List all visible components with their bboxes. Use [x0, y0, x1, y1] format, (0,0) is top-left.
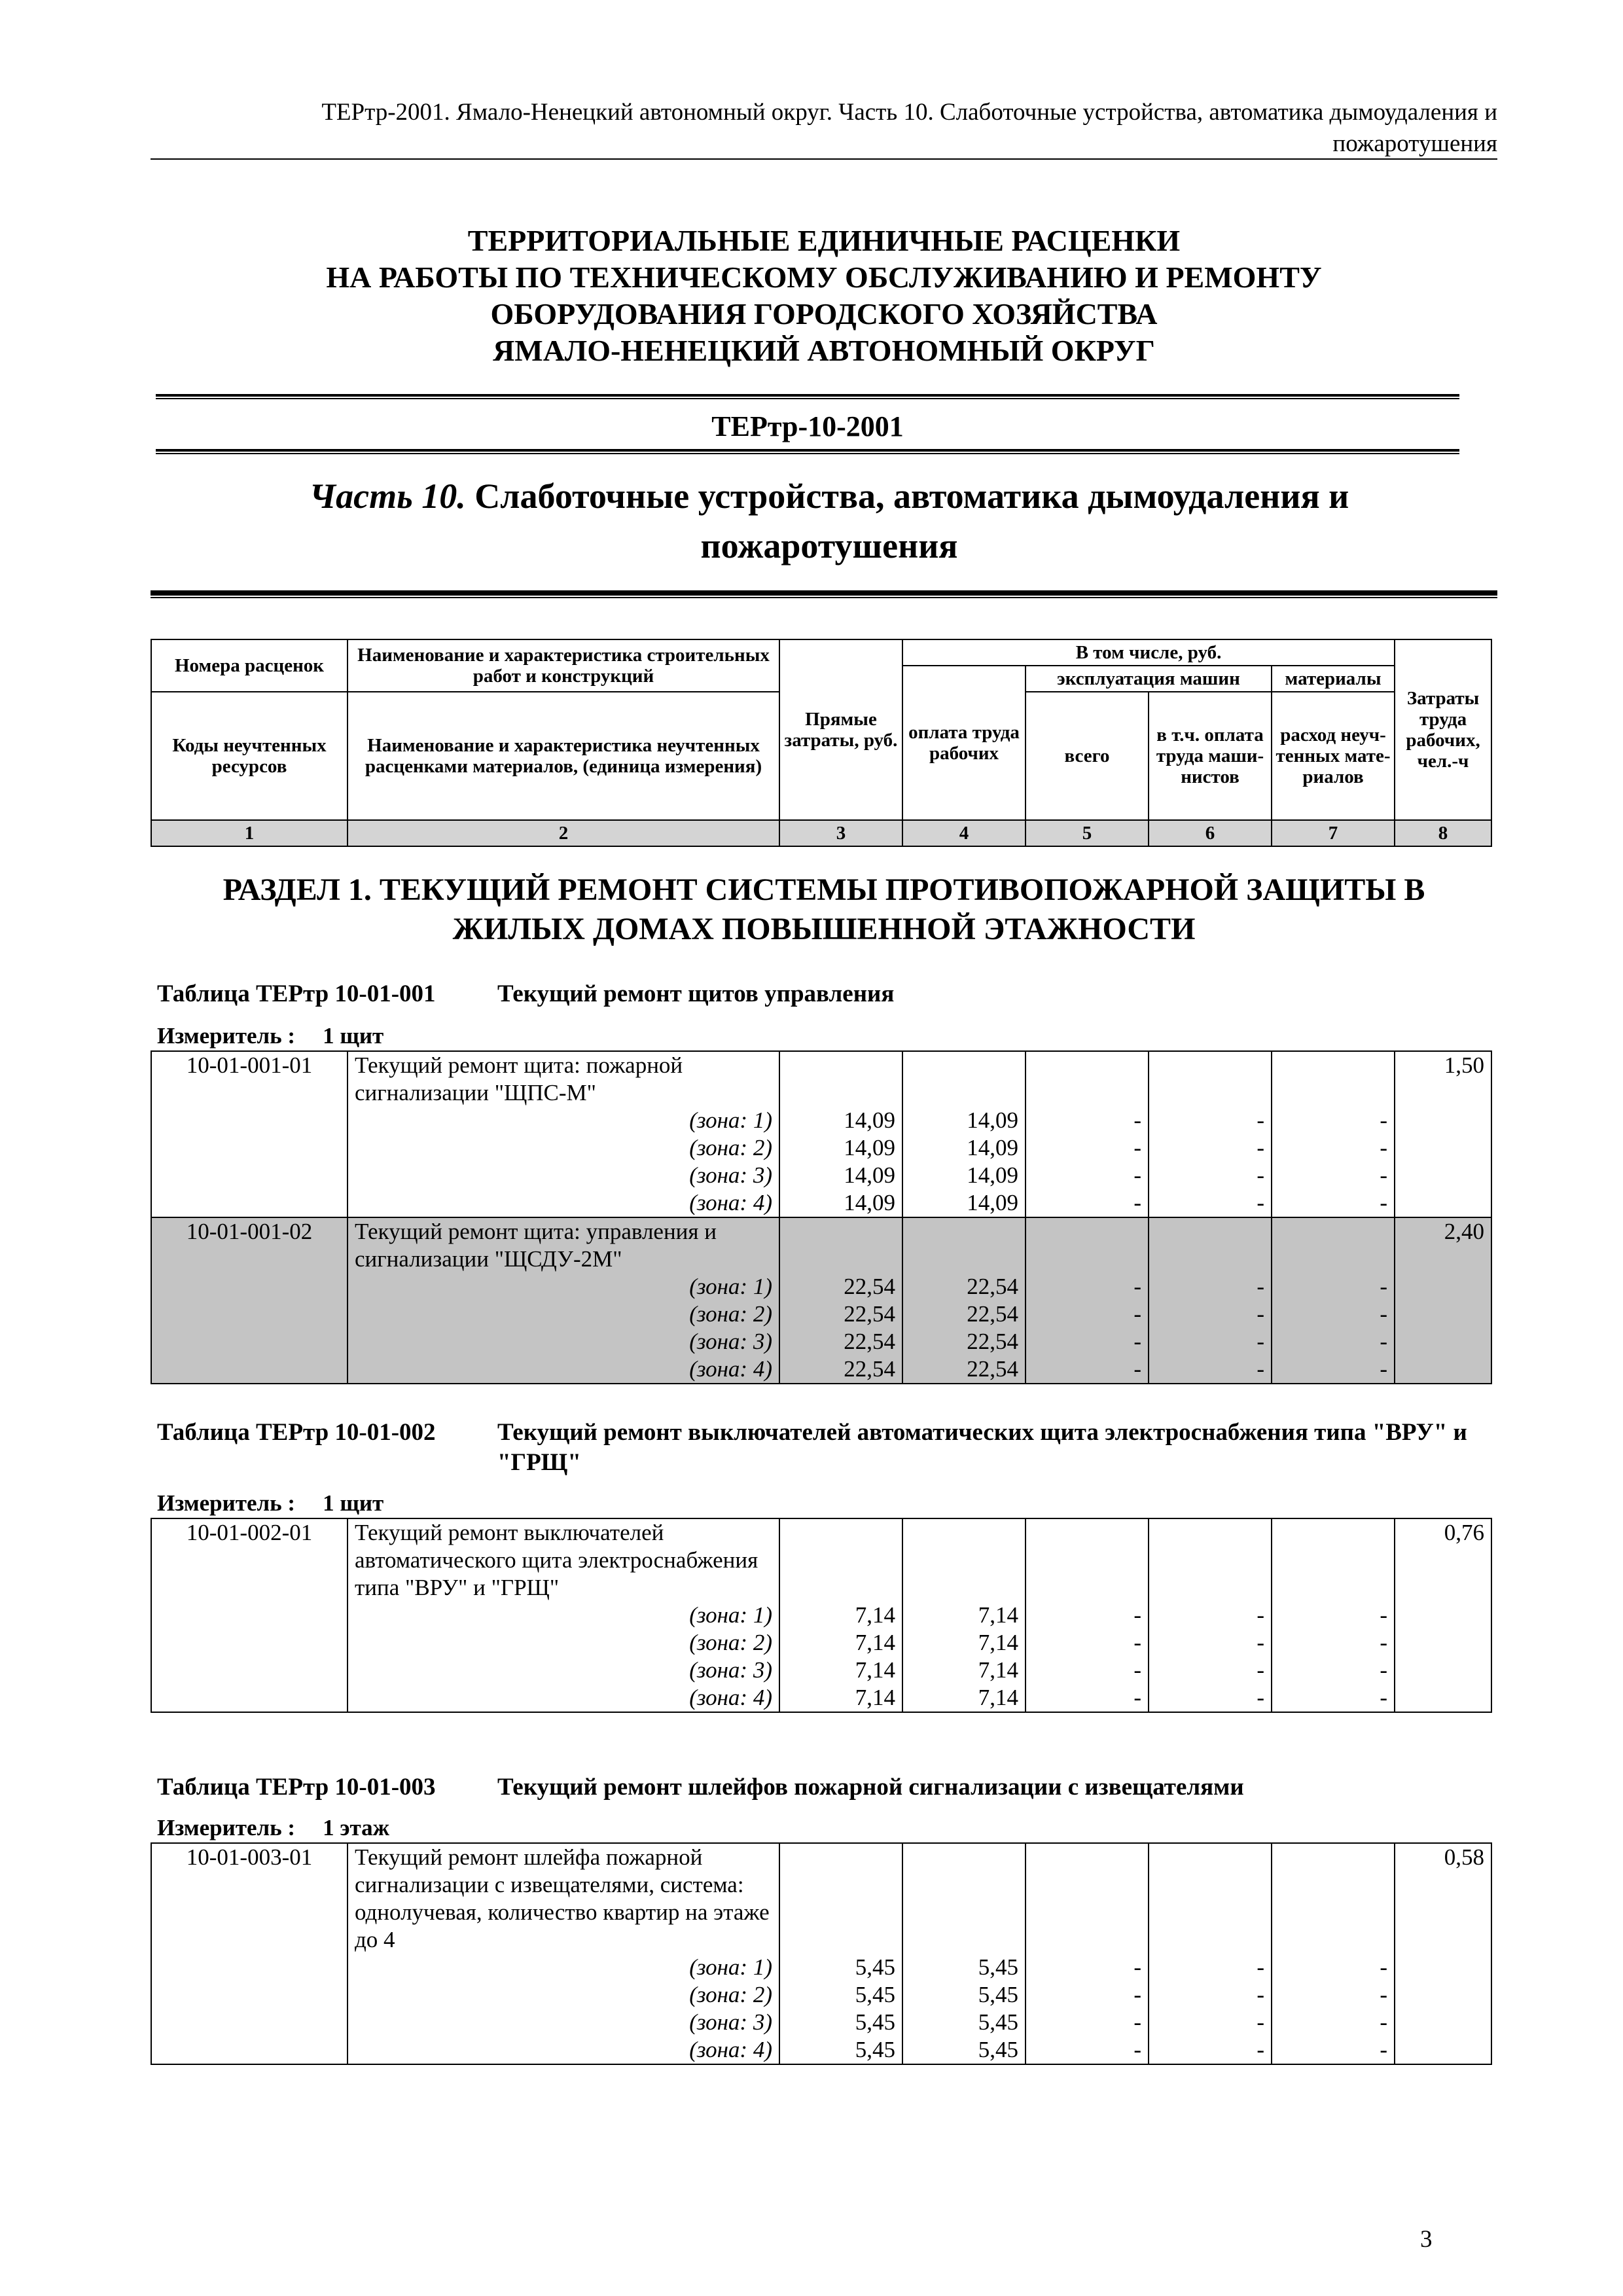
zone-row	[151, 1189, 1491, 1217]
measure-label: Измеритель :	[157, 1490, 296, 1516]
machinist-pay: -	[1149, 2036, 1272, 2064]
materials: -	[1272, 1273, 1395, 1300]
machinist-pay: -	[1149, 1162, 1272, 1189]
header-resource-codes: Коды неучтенных ресурсов	[151, 692, 348, 820]
header-col-number: 2	[348, 820, 779, 846]
title-divider-bottom	[156, 449, 1459, 454]
zone-row	[151, 1162, 1491, 1189]
zone-label: (зона: 1)	[348, 1107, 779, 1134]
header-col-number: 3	[779, 820, 902, 846]
header-col-number: 1	[151, 820, 348, 846]
zone-label: (зона: 3)	[348, 2009, 779, 2036]
header-col-number: 6	[1149, 820, 1272, 846]
zone-label: (зона: 2)	[348, 1629, 779, 1657]
zone-label: (зона: 4)	[348, 1684, 779, 1712]
empty-cell	[151, 1684, 348, 1712]
empty-cell	[902, 1051, 1026, 1107]
zone-label: (зона: 3)	[348, 1162, 779, 1189]
table-title: Текущий ремонт шлейфов пожарной сигнализации с извещателями	[497, 1774, 1244, 1801]
header-machine-operation: эксплуатация машин	[1026, 666, 1272, 692]
measure-unit	[157, 1814, 389, 1842]
table-title: Текущий ремонт щитов управления	[497, 980, 895, 1007]
machinist-pay: -	[1149, 1657, 1272, 1684]
direct-cost: 5,45	[779, 1954, 902, 1981]
empty-cell	[1395, 1162, 1491, 1189]
empty-cell	[151, 1355, 348, 1384]
materials: -	[1272, 2009, 1395, 2036]
header-col-number: 7	[1272, 820, 1395, 846]
header-work-name: Наименование и характеристика строительных работ и конструкций	[348, 639, 779, 692]
empty-cell	[902, 1518, 1026, 1602]
zone-label: (зона: 3)	[348, 1328, 779, 1355]
table-caption	[157, 1772, 1499, 1803]
header-labor-costs: Затраты труда рабочих, чел.-ч	[1395, 639, 1491, 820]
table-caption	[157, 1418, 1499, 1478]
zone-row	[151, 1981, 1491, 2009]
machines-total: -	[1026, 1189, 1149, 1217]
rate-row	[151, 1843, 1491, 1954]
empty-cell	[1026, 1518, 1149, 1602]
empty-cell	[1272, 1843, 1395, 1954]
header-worker-pay: оплата труда рабочих	[902, 666, 1026, 820]
direct-cost: 5,45	[779, 2009, 902, 2036]
rates-table	[151, 1050, 1492, 1384]
zone-row	[151, 1602, 1491, 1629]
empty-cell	[1395, 1300, 1491, 1328]
section-title-line-2: ЖИЛЫХ ДОМАХ ПОВЫШЕННОЙ ЭТАЖНОСТИ	[452, 912, 1196, 946]
machines-total: -	[1026, 1355, 1149, 1384]
measure-unit	[157, 1490, 383, 1517]
section-title	[151, 870, 1497, 949]
empty-cell	[1395, 1602, 1491, 1629]
empty-cell	[151, 1273, 348, 1300]
header-material-name: Наименование и характеристика неучтенных расценками материалов, (единица измерения)	[348, 692, 779, 820]
materials: -	[1272, 1162, 1395, 1189]
zone-row	[151, 1107, 1491, 1134]
zone-row	[151, 1328, 1491, 1355]
zone-label: (зона: 2)	[348, 1981, 779, 2009]
rate-code: 10-01-002-01	[151, 1518, 348, 1602]
machines-total: -	[1026, 1300, 1149, 1328]
empty-cell	[902, 1217, 1026, 1273]
part-name-2: пожаротушения	[700, 526, 958, 565]
worker-pay: 7,14	[902, 1602, 1026, 1629]
zone-label: (зона: 1)	[348, 1954, 779, 1981]
empty-cell	[151, 2009, 348, 2036]
part-label: Часть 10.	[309, 476, 466, 516]
direct-cost: 14,09	[779, 1107, 902, 1134]
part-divider	[151, 590, 1497, 598]
machines-total: -	[1026, 1684, 1149, 1712]
title-divider-top	[156, 394, 1459, 399]
materials: -	[1272, 1981, 1395, 2009]
machinist-pay: -	[1149, 1684, 1272, 1712]
rates-table	[151, 1842, 1492, 2065]
header-machines-total: всего	[1026, 692, 1149, 820]
empty-cell	[151, 1162, 348, 1189]
measure-label: Измеритель :	[157, 1815, 296, 1840]
zone-row	[151, 1300, 1491, 1328]
machines-total: -	[1026, 1602, 1149, 1629]
machinist-pay: -	[1149, 1107, 1272, 1134]
direct-cost: 7,14	[779, 1684, 902, 1712]
empty-cell	[1395, 1107, 1491, 1134]
empty-cell	[779, 1217, 902, 1273]
empty-cell	[1149, 1843, 1272, 1954]
table-caption	[157, 979, 1499, 1009]
empty-cell	[1395, 1355, 1491, 1384]
title-line-2: НА РАБОТЫ ПО ТЕХНИЧЕСКОМУ ОБСЛУЖИВАНИЮ И РЕМОНТУ	[326, 260, 1322, 294]
worker-pay: 22,54	[902, 1300, 1026, 1328]
column-header-table	[151, 639, 1492, 847]
header-col-number: 5	[1026, 820, 1149, 846]
measure-value: 1 этаж	[323, 1815, 389, 1840]
part-name-1: Слаботочные устройства, автоматика дымоудаления и	[474, 476, 1349, 516]
worker-pay: 22,54	[902, 1328, 1026, 1355]
machinist-pay: -	[1149, 2009, 1272, 2036]
empty-cell	[1395, 1629, 1491, 1657]
machinist-pay: -	[1149, 1629, 1272, 1657]
empty-cell	[151, 1189, 348, 1217]
worker-pay: 7,14	[902, 1684, 1026, 1712]
empty-cell	[779, 1518, 902, 1602]
worker-pay: 22,54	[902, 1273, 1026, 1300]
direct-cost: 22,54	[779, 1273, 902, 1300]
section-title-line-1: РАЗДЕЛ 1. ТЕКУЩИЙ РЕМОНТ СИСТЕМЫ ПРОТИВОПОЖАРНОЙ ЗАЩИТЫ В	[223, 872, 1425, 907]
zone-row	[151, 1657, 1491, 1684]
zone-row	[151, 1684, 1491, 1712]
worker-pay: 7,14	[902, 1629, 1026, 1657]
direct-cost: 5,45	[779, 2036, 902, 2064]
direct-cost: 14,09	[779, 1189, 902, 1217]
measure-value: 1 щит	[323, 1490, 384, 1516]
direct-cost: 7,14	[779, 1629, 902, 1657]
zone-label: (зона: 1)	[348, 1602, 779, 1629]
direct-cost: 7,14	[779, 1657, 902, 1684]
empty-cell	[1395, 1684, 1491, 1712]
machinist-pay: -	[1149, 1300, 1272, 1328]
empty-cell	[902, 1843, 1026, 1954]
machines-total: -	[1026, 1273, 1149, 1300]
machines-total: -	[1026, 1629, 1149, 1657]
zone-row	[151, 1954, 1491, 1981]
empty-cell	[1395, 1981, 1491, 2009]
rate-code: 10-01-003-01	[151, 1843, 348, 1954]
materials: -	[1272, 1134, 1395, 1162]
zone-row	[151, 2036, 1491, 2064]
title-line-4: ЯМАЛО-НЕНЕЦКИЙ АВТОНОМНЫЙ ОКРУГ	[493, 334, 1155, 367]
worker-pay: 14,09	[902, 1189, 1026, 1217]
worker-pay: 22,54	[902, 1355, 1026, 1384]
running-header-line-2: пожаротушения	[1332, 130, 1497, 157]
header-direct-costs: Прямые затраты, руб.	[779, 639, 902, 820]
rate-name: Текущий ремонт щита: пожарной сигнализации "ЩПС-М"	[348, 1051, 779, 1107]
labor-cost: 1,50	[1395, 1051, 1491, 1107]
empty-cell	[1026, 1217, 1149, 1273]
empty-cell	[1026, 1051, 1149, 1107]
empty-cell	[1395, 1954, 1491, 1981]
empty-cell	[151, 1300, 348, 1328]
machines-total: -	[1026, 1954, 1149, 1981]
zone-label: (зона: 4)	[348, 1355, 779, 1384]
empty-cell	[1272, 1217, 1395, 1273]
rate-name: Текущий ремонт щита: управления и сигнализации "ЩСДУ-2М"	[348, 1217, 779, 1273]
machines-total: -	[1026, 1657, 1149, 1684]
materials: -	[1272, 2036, 1395, 2064]
empty-cell	[151, 1134, 348, 1162]
direct-cost: 22,54	[779, 1355, 902, 1384]
rate-row	[151, 1051, 1491, 1107]
rate-code: 10-01-001-01	[151, 1051, 348, 1107]
machines-total: -	[1026, 1107, 1149, 1134]
worker-pay: 5,45	[902, 1981, 1026, 2009]
empty-cell	[151, 2036, 348, 2064]
direct-cost: 22,54	[779, 1328, 902, 1355]
materials: -	[1272, 1328, 1395, 1355]
materials: -	[1272, 1300, 1395, 1328]
materials: -	[1272, 1657, 1395, 1684]
empty-cell	[151, 1981, 348, 2009]
empty-cell	[151, 1657, 348, 1684]
title-line-3: ОБОРУДОВАНИЯ ГОРОДСКОГО ХОЗЯЙСТВА	[490, 297, 1158, 331]
machinist-pay: -	[1149, 1981, 1272, 2009]
zone-row	[151, 1134, 1491, 1162]
part-title	[156, 471, 1503, 571]
materials: -	[1272, 1107, 1395, 1134]
header-machinist-pay: в т.ч. оплата труда маши-нистов	[1149, 692, 1272, 820]
header-divider	[151, 158, 1497, 160]
zone-label: (зона: 4)	[348, 1189, 779, 1217]
materials: -	[1272, 1954, 1395, 1981]
empty-cell	[151, 1629, 348, 1657]
machines-total: -	[1026, 2009, 1149, 2036]
header-rate-numbers: Номера расценок	[151, 639, 348, 692]
machines-total: -	[1026, 2036, 1149, 2064]
rate-name: Текущий ремонт выключателей автоматического щита электроснабжения типа "ВРУ" и "ГРЩ"	[348, 1518, 779, 1602]
measure-unit	[157, 1022, 383, 1050]
machinist-pay: -	[1149, 1273, 1272, 1300]
materials: -	[1272, 1189, 1395, 1217]
rate-name: Текущий ремонт шлейфа пожарной сигнализации с извещателями, система: однолучевая, количество квартир на этаже до 4	[348, 1843, 779, 1954]
header-material-consumption: расход неуч-тенных мате-риалов	[1272, 692, 1395, 820]
machines-total: -	[1026, 1328, 1149, 1355]
materials: -	[1272, 1355, 1395, 1384]
running-header-line-1: ТЕРтр-2001. Ямало-Ненецкий автономный округ. Часть 10. Слаботочные устройства, автоматика дымоудаления и	[321, 99, 1497, 126]
zone-label: (зона: 3)	[348, 1657, 779, 1684]
table-label: Таблица ТЕРтр 10-01-002	[157, 1419, 436, 1446]
labor-cost: 0,76	[1395, 1518, 1491, 1602]
header-including: В том числе, руб.	[902, 639, 1395, 666]
table-label: Таблица ТЕРтр 10-01-003	[157, 1774, 436, 1801]
labor-cost: 2,40	[1395, 1217, 1491, 1273]
title-line-1: ТЕРРИТОРИАЛЬНЫЕ ЕДИНИЧНЫЕ РАСЦЕНКИ	[467, 224, 1181, 257]
zone-row	[151, 1273, 1491, 1300]
empty-cell	[1395, 1134, 1491, 1162]
zone-label: (зона: 4)	[348, 2036, 779, 2064]
document-title	[151, 223, 1497, 369]
labor-cost: 0,58	[1395, 1843, 1491, 1954]
empty-cell	[1272, 1051, 1395, 1107]
rates-table	[151, 1518, 1492, 1713]
worker-pay: 14,09	[902, 1162, 1026, 1189]
machinist-pay: -	[1149, 1189, 1272, 1217]
materials: -	[1272, 1629, 1395, 1657]
machinist-pay: -	[1149, 1355, 1272, 1384]
empty-cell	[779, 1051, 902, 1107]
zone-label: (зона: 2)	[348, 1300, 779, 1328]
direct-cost: 14,09	[779, 1134, 902, 1162]
machinist-pay: -	[1149, 1328, 1272, 1355]
direct-cost: 14,09	[779, 1162, 902, 1189]
worker-pay: 5,45	[902, 2036, 1026, 2064]
empty-cell	[151, 1602, 348, 1629]
empty-cell	[1395, 2036, 1491, 2064]
empty-cell	[1395, 1189, 1491, 1217]
machines-total: -	[1026, 1981, 1149, 2009]
materials: -	[1272, 1602, 1395, 1629]
measure-label: Измеритель :	[157, 1023, 296, 1049]
machinist-pay: -	[1149, 1954, 1272, 1981]
empty-cell	[779, 1843, 902, 1954]
empty-cell	[1395, 1328, 1491, 1355]
collection-code: ТЕРтр-10-2001	[711, 410, 904, 442]
machinist-pay: -	[1149, 1134, 1272, 1162]
worker-pay: 5,45	[902, 1954, 1026, 1981]
machines-total: -	[1026, 1134, 1149, 1162]
direct-cost: 22,54	[779, 1300, 902, 1328]
empty-cell	[151, 1954, 348, 1981]
empty-cell	[1149, 1217, 1272, 1273]
empty-cell	[1395, 1273, 1491, 1300]
machines-total: -	[1026, 1162, 1149, 1189]
empty-cell	[1026, 1843, 1149, 1954]
rate-code: 10-01-001-02	[151, 1217, 348, 1273]
running-header	[151, 97, 1497, 160]
worker-pay: 14,09	[902, 1107, 1026, 1134]
zone-row	[151, 1355, 1491, 1384]
header-materials: материалы	[1272, 666, 1395, 692]
zone-label: (зона: 1)	[348, 1273, 779, 1300]
empty-cell	[1149, 1051, 1272, 1107]
header-col-number: 8	[1395, 820, 1491, 846]
empty-cell	[1272, 1518, 1395, 1602]
page-number: 3	[1420, 2226, 1433, 2253]
empty-cell	[151, 1328, 348, 1355]
empty-cell	[1395, 2009, 1491, 2036]
table-title: Текущий ремонт выключателей автоматических щита электроснабжения типа "ВРУ" и "ГРЩ"	[497, 1419, 1467, 1476]
direct-cost: 5,45	[779, 1981, 902, 2009]
zone-row	[151, 1629, 1491, 1657]
direct-cost: 7,14	[779, 1602, 902, 1629]
worker-pay: 7,14	[902, 1657, 1026, 1684]
header-col-number: 4	[902, 820, 1026, 846]
empty-cell	[1149, 1518, 1272, 1602]
rate-row	[151, 1518, 1491, 1602]
empty-cell	[1395, 1657, 1491, 1684]
machinist-pay: -	[1149, 1602, 1272, 1629]
rate-row	[151, 1217, 1491, 1273]
zone-label: (зона: 2)	[348, 1134, 779, 1162]
materials: -	[1272, 1684, 1395, 1712]
worker-pay: 5,45	[902, 2009, 1026, 2036]
zone-row	[151, 2009, 1491, 2036]
table-label: Таблица ТЕРтр 10-01-001	[157, 980, 436, 1007]
worker-pay: 14,09	[902, 1134, 1026, 1162]
empty-cell	[151, 1107, 348, 1134]
measure-value: 1 щит	[323, 1023, 384, 1049]
